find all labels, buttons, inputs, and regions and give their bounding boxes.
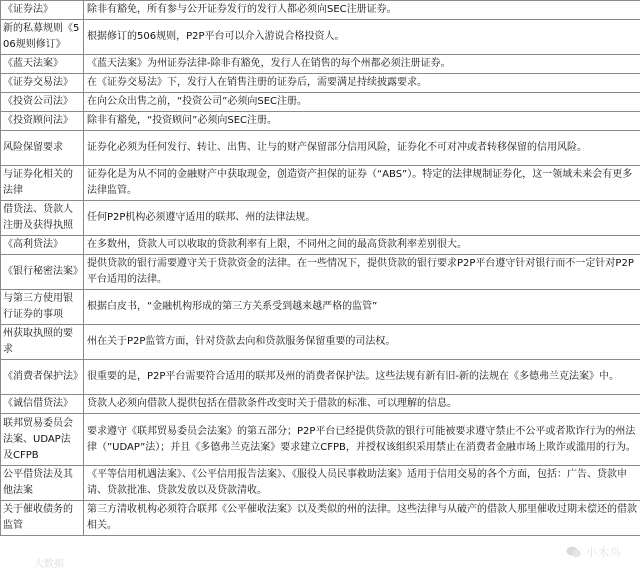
law-description-cell: 在《证券交易法》下，发行人在销售注册的证券后，需要满足持续披露要求。 [84, 74, 640, 93]
watermark-left-text: 大数据 [34, 559, 64, 570]
table-row [1, 131, 640, 166]
table-row [1, 466, 640, 501]
law-description-cell: 在向公众出售之前，“投资公司”必须向SEC注册。 [84, 93, 640, 112]
law-description-cell: 要求遵守《联邦贸易委员会法案》的第五部分；P2P平台已经提供贷款的银行可能被要求遵守禁止不公平或者欺诈行为的州法律（”UDAP”法）；并且《多德弗兰克法案》要求建立CFPB，并授权该组织采用禁止在消费者金融市场上欺诈或滥用的行为。 [84, 414, 640, 466]
law-description-cell: 《平等信用机遇法案》、《公平信用报告法案》、《服役人员民事救助法案》适用于信用交易的各个方面，包括：广告、贷款申请、贷款批准、贷款发放以及贷款清收。 [84, 466, 640, 501]
law-description-cell: 提供贷款的银行需要遵守关于贷款资金的法律。在一些情况下，提供贷款的银行要求P2P平台遵守针对银行而不一定针对P2P平台适用的法律。 [84, 255, 640, 290]
law-name-cell: 关于催收债务的监管 [1, 501, 84, 536]
table-row [1, 74, 640, 93]
law-description-cell: 《蓝天法案》为州证券法律-除非有豁免，发行人在销售的每个州都必须注册证券。 [84, 55, 640, 74]
law-name-cell: 《银行秘密法案》 [1, 255, 84, 290]
law-description-cell: 第三方清收机构必须符合联邦《公平催收法案》以及类似的州的法律。这些法律与从破产的借款人那里催收过期未偿还的借款相关。 [84, 501, 640, 536]
table-row [1, 360, 640, 395]
law-description-cell: 州在关于P2P监管方面，针对贷款去向和贷款服务保留重要的司法权。 [84, 325, 640, 360]
law-description-cell: 贷款人必须向借款人提供包括在借款条件改变时关于借款的标准、可以理解的信息。 [84, 395, 640, 414]
law-name-cell: 与第三方使用银行证券的事项 [1, 290, 84, 325]
table-row [1, 414, 640, 466]
table-row [1, 290, 640, 325]
law-description-cell: 根据修订的506规则，P2P平台可以介入游说合格投资人。 [84, 20, 640, 55]
table-row [1, 1, 640, 20]
law-name-cell: 《证券法》 [1, 1, 84, 20]
table-row [1, 55, 640, 74]
law-name-cell: 《投资公司法》 [1, 93, 84, 112]
table-row [1, 166, 640, 201]
law-name-cell: 州获取执照的要求 [1, 325, 84, 360]
table-row [1, 201, 640, 236]
table-row [1, 93, 640, 112]
law-description-cell: 除非有豁免，所有参与公开证券发行的发行人都必须向SEC注册证券。 [84, 1, 640, 20]
law-name-cell: 公平借贷法及其他法案 [1, 466, 84, 501]
table-row [1, 112, 640, 131]
law-name-cell: 《证券交易法》 [1, 74, 84, 93]
law-name-cell: 《诚信借贷法》 [1, 395, 84, 414]
table-row [1, 325, 640, 360]
watermark-text: 小木鸟 [586, 546, 622, 559]
law-description-cell: 证券化是为从不同的金融财产中获取现金，创造资产担保的证券（“ABS”）。特定的法律规制证券化，这一领域未来会有更多法律监管。 [84, 166, 640, 201]
table-row [1, 20, 640, 55]
watermark [566, 544, 622, 560]
law-description-cell: 证券化必须为任何发行、转让、出售、让与的财产保留部分信用风险，证券化不可对冲或者转移保留的信用风险。 [84, 131, 640, 166]
law-name-cell: 《投资顾问法》 [1, 112, 84, 131]
law-name-cell: 联邦贸易委员会法案、UDAP法及CFPB [1, 414, 84, 466]
law-description-cell: 任何P2P机构必须遵守适用的联邦、州的法律法规。 [84, 201, 640, 236]
law-name-cell: 《蓝天法案》 [1, 55, 84, 74]
table-row [1, 236, 640, 255]
regulation-table-body [1, 1, 640, 536]
table-row [1, 501, 640, 536]
law-description-cell: 在多数州，贷款人可以收取的贷款利率有上限，不同州之间的最高贷款利率差别很大。 [84, 236, 640, 255]
law-name-cell: 新的私募规则《506规则修订》 [1, 20, 84, 55]
law-name-cell: 《高利贷法》 [1, 236, 84, 255]
law-description-cell: 除非有豁免，“投资顾问”必须向SEC注册。 [84, 112, 640, 131]
law-description-cell: 很重要的是，P2P平台需要符合适用的联邦及州的消费者保护法。这些法规有新有旧-新的法规在《多德弗兰克法案》中。 [84, 360, 640, 395]
table-row [1, 255, 640, 290]
law-name-cell: 《消费者保护法》 [1, 360, 84, 395]
law-name-cell: 与证券化相关的法律 [1, 166, 84, 201]
law-description-cell: 根据白皮书，“金融机构形成的第三方关系受到越来越严格的监管” [84, 290, 640, 325]
law-name-cell: 风险保留要求 [1, 131, 84, 166]
wechat-icon [566, 545, 582, 559]
law-name-cell: 借贷法、贷款人注册及获得执照 [1, 201, 84, 236]
table-row [1, 395, 640, 414]
